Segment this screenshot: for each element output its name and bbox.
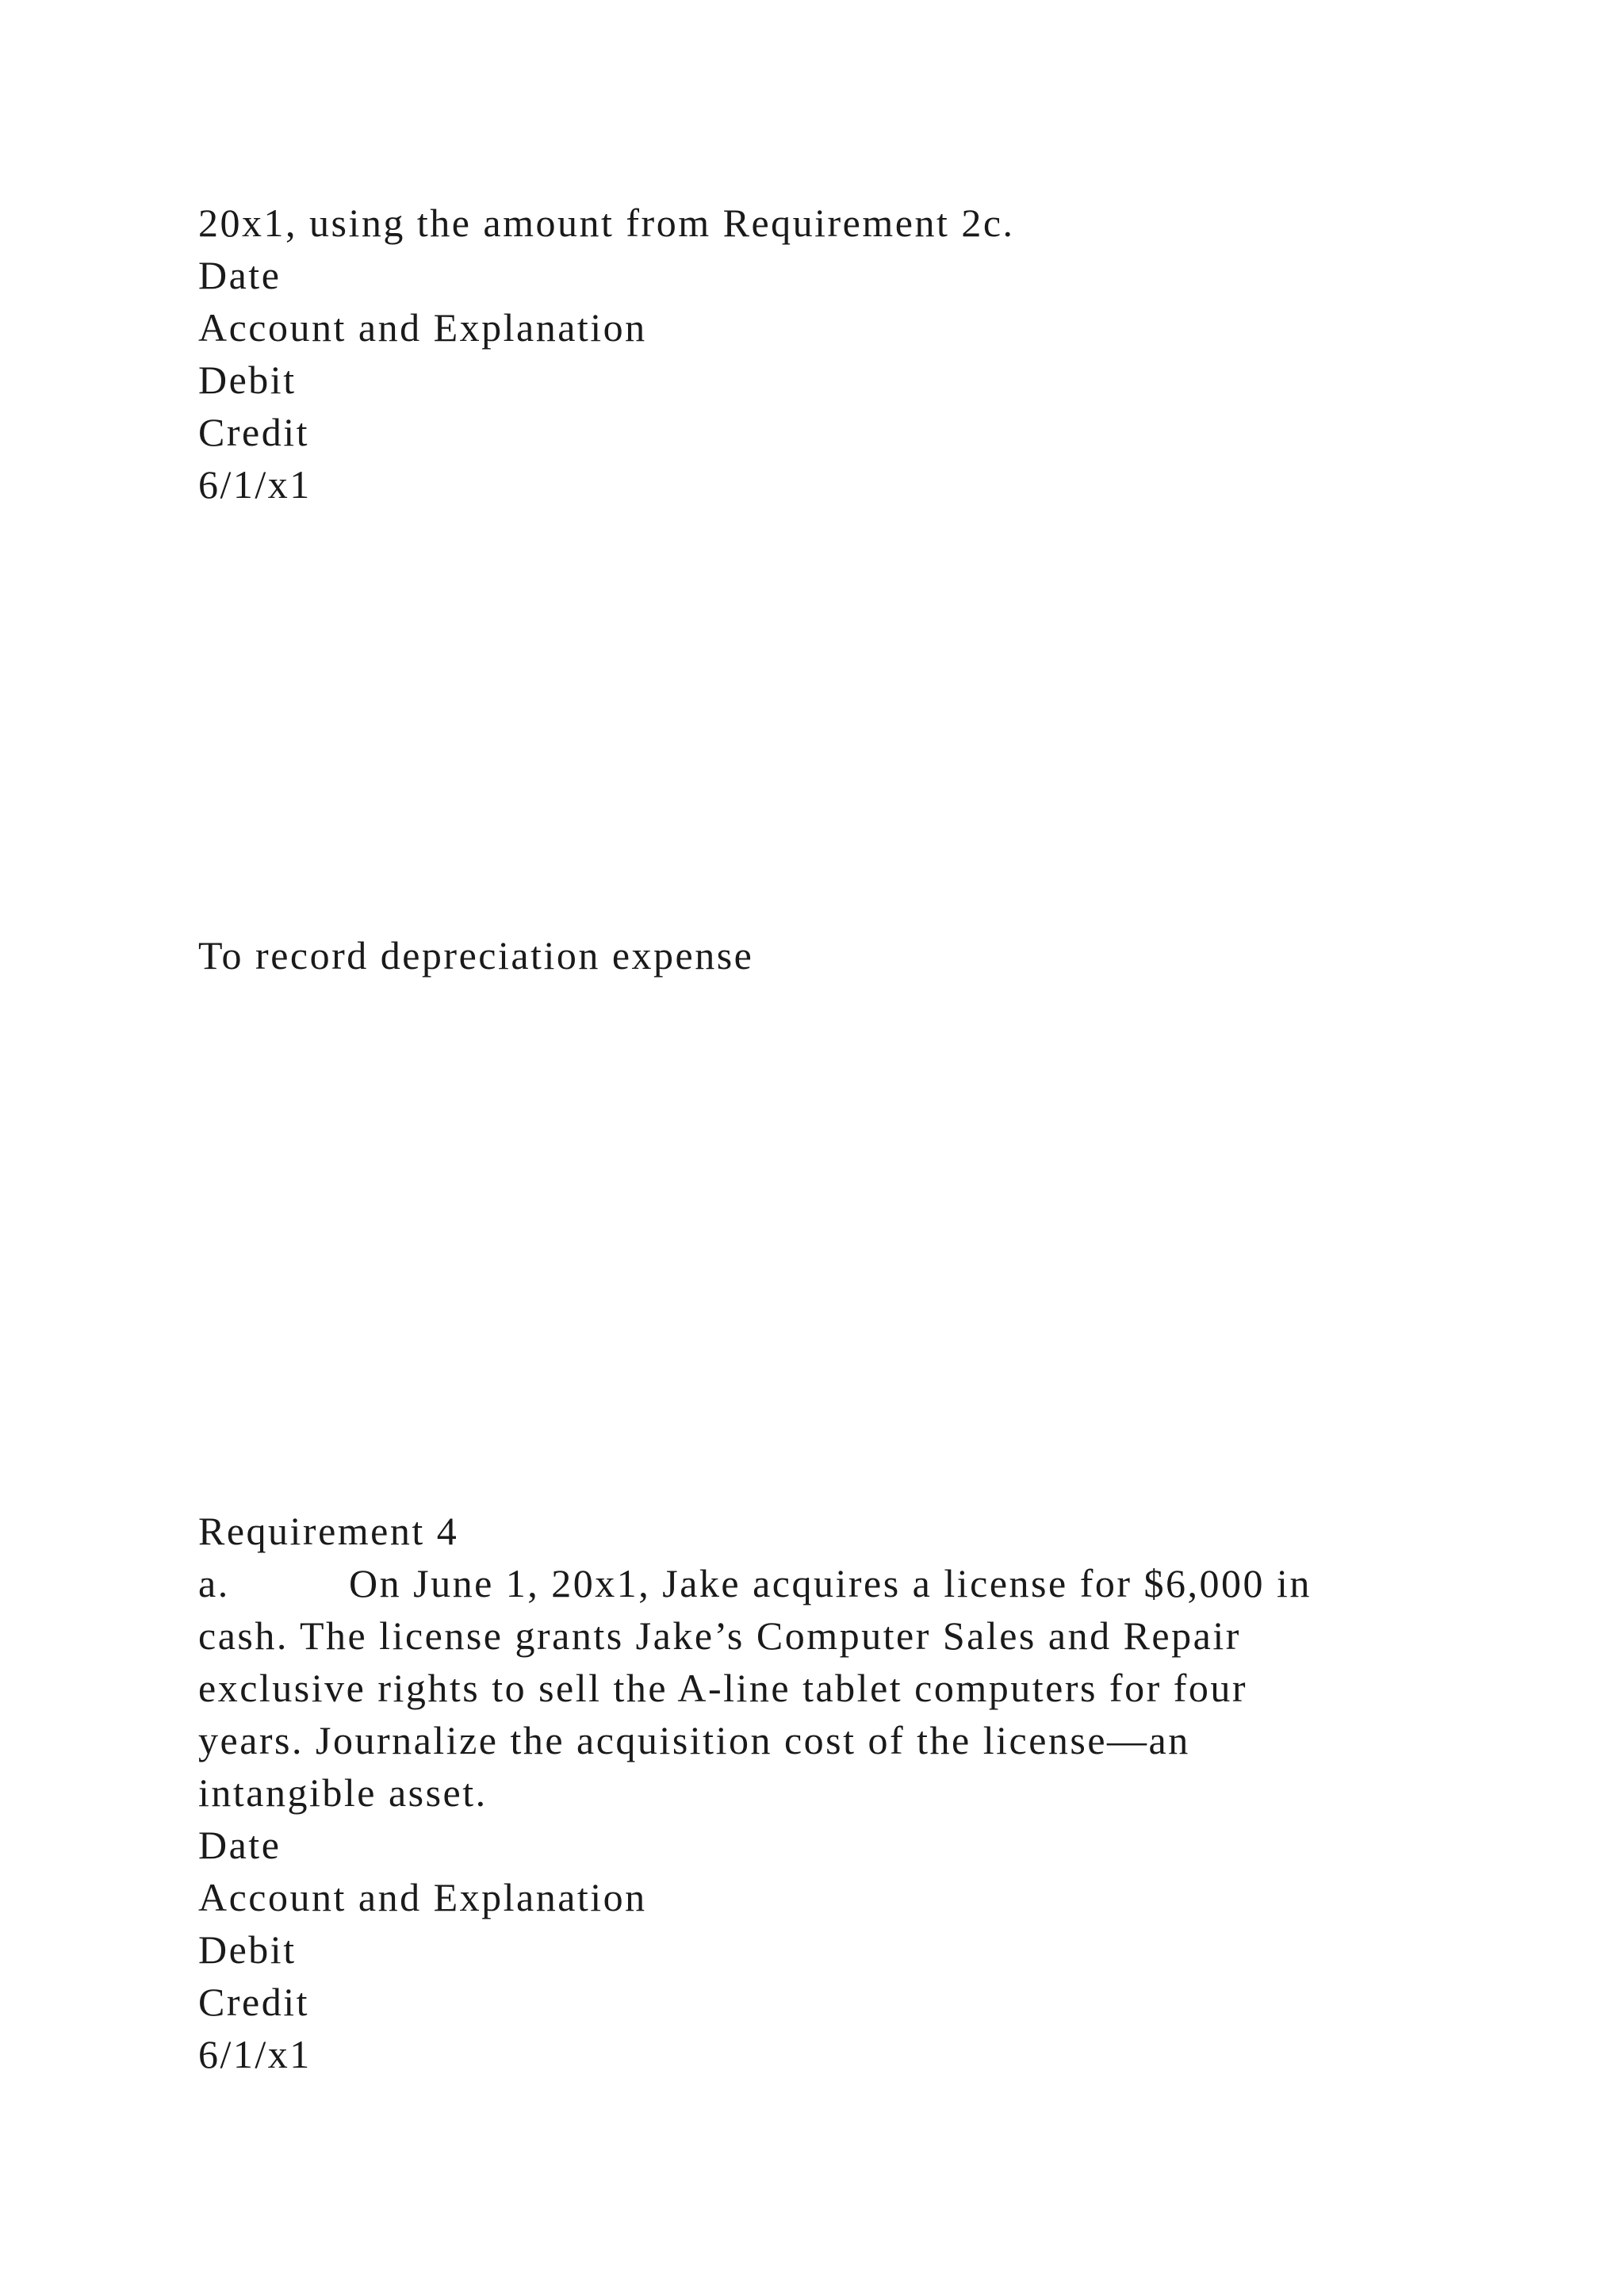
item-a-line-2: cash. The license grants Jake’s Computer Sales and Repair (198, 1613, 1241, 1658)
entry-date-2: 6/1/x1 (198, 2032, 312, 2076)
header-credit: Credit (198, 410, 309, 454)
header-date: Date (198, 253, 282, 297)
item-a-line-4: years. Journalize the acquisition cost of the license—an (198, 1718, 1190, 1762)
header-debit: Debit (198, 358, 297, 402)
item-a-line-3: exclusive rights to sell the A-line tablet computers for four (198, 1666, 1248, 1710)
requirement-heading: Requirement 4 (198, 1509, 459, 1553)
header-credit-2: Credit (198, 1980, 309, 2024)
intro-text: 20x1, using the amount from Requirement 2c. (198, 201, 1015, 245)
entry-explanation: To record depreciation expense (198, 933, 754, 978)
item-a-text-1: On June 1, 20x1, Jake acquires a license for $6,000 in (349, 1561, 1312, 1605)
header-account-2: Account and Explanation (198, 1875, 647, 1919)
header-account: Account and Explanation (198, 305, 647, 350)
header-date-2: Date (198, 1823, 282, 1867)
item-a-line-1 (198, 1557, 1312, 1609)
item-a-line-5: intangible asset. (198, 1770, 488, 1815)
item-a-label: a. (198, 1561, 230, 1605)
entry-date: 6/1/x1 (198, 462, 312, 507)
header-debit-2: Debit (198, 1927, 297, 1972)
